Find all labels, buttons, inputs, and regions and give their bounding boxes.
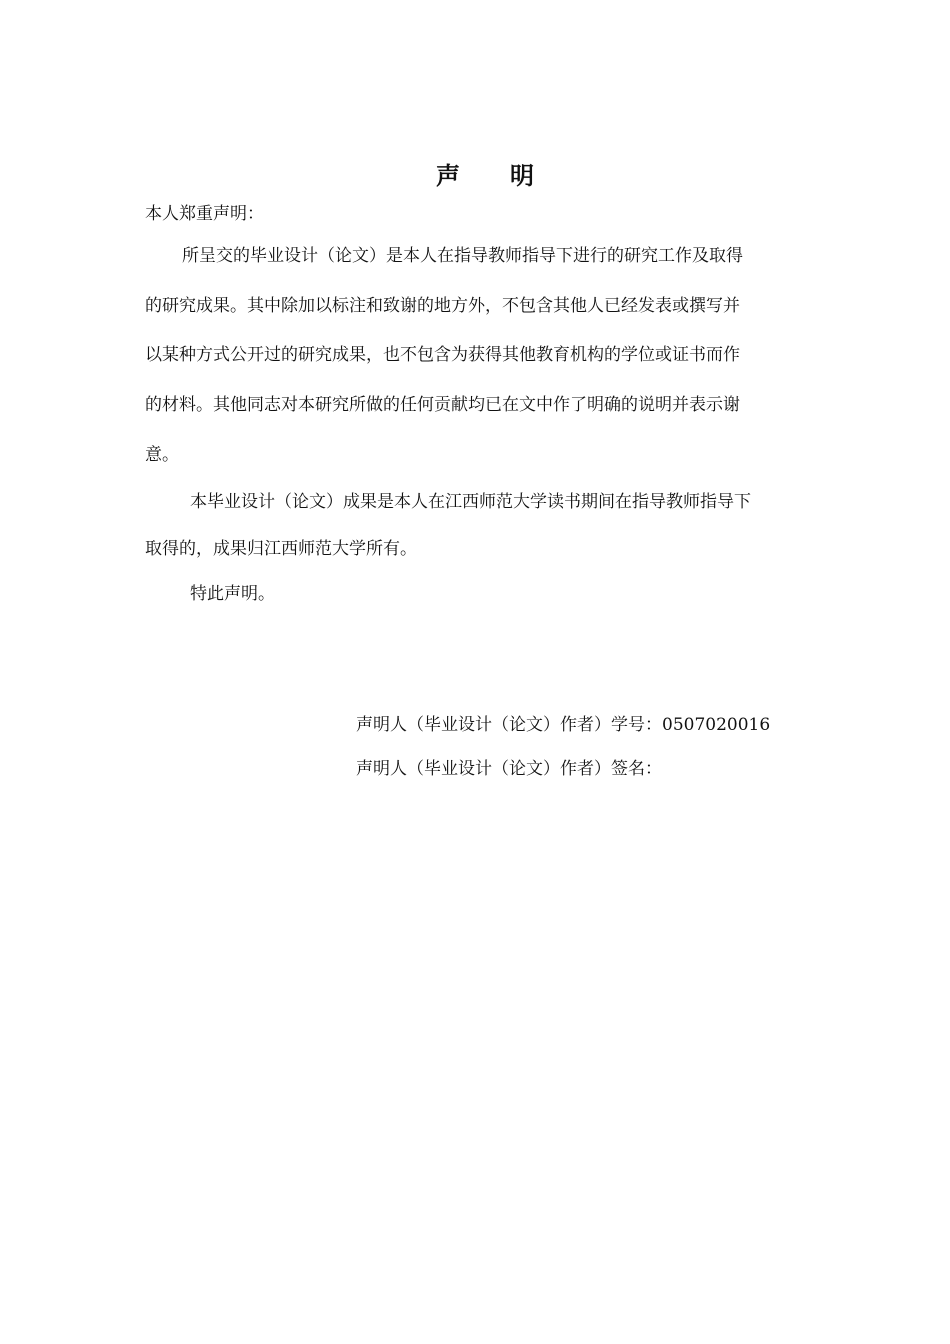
closing-line: 特此声明。 [190,584,275,604]
paragraph1-line3: 以某种方式公开过的研究成果，也不包含为获得其他教育机构的学位或证书而作 [145,345,740,365]
paragraph2-line1: 本毕业设计（论文）成果是本人在江西师范大学读书期间在指导教师指导下 [190,492,751,512]
paragraph2-line2: 取得的，成果归江西师范大学所有。 [145,539,417,559]
title-char-1: 声 [436,162,460,190]
student-id-line: 声明人（毕业设计（论文）作者）学号：0507020016 [356,715,771,735]
paragraph1-line2: 的研究成果。其中除加以标注和致谢的地方外，不包含其他人已经发表或撰写并 [145,296,740,316]
paragraph1-line5: 意。 [145,445,179,465]
signature-line: 声明人（毕业设计（论文）作者）签名： [356,759,662,779]
intro-line: 本人郑重声明： [145,204,264,224]
paragraph1-line4: 的材料。其他同志对本研究所做的任何贡献均已在文中作了明确的说明并表示谢 [145,395,740,415]
title-char-2: 明 [510,162,534,190]
paragraph1-line1: 所呈交的毕业设计（论文）是本人在指导教师指导下进行的研究工作及取得 [182,246,743,266]
page-title [0,156,950,191]
